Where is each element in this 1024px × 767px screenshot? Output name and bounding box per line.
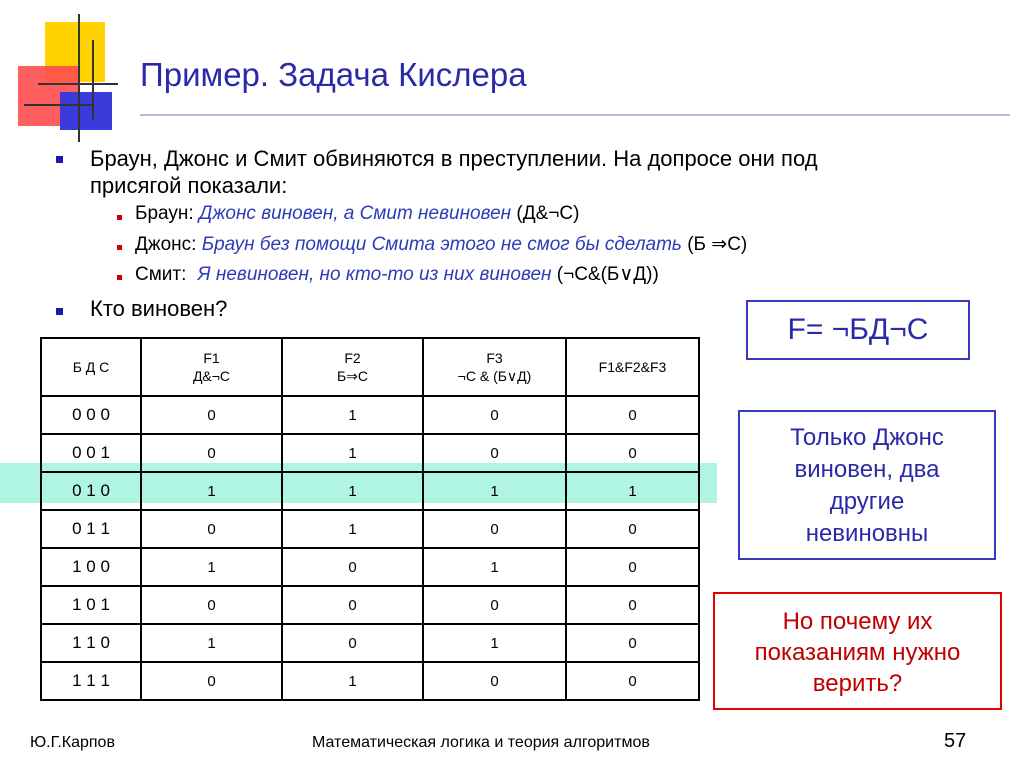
bullet-icon [56, 308, 63, 315]
question-box [713, 592, 1002, 710]
header-line: Б⇒С [336, 368, 369, 384]
answer-line: Только Джонс [790, 424, 944, 451]
row-result-cell: 1 [141, 472, 282, 510]
sub-bullet-icon [117, 275, 122, 280]
logo-line [38, 83, 118, 85]
header-cell [141, 338, 282, 396]
testimony-name: Смит: [135, 264, 187, 285]
testimony-statement: Джонс виновен, а Смит невиновен [198, 203, 512, 224]
slide-title: Пример. Задача Кислера [140, 56, 527, 93]
title-divider [140, 114, 1010, 116]
logo-line [78, 14, 80, 142]
table-row [41, 434, 699, 472]
row-result-cell: 0 [141, 586, 282, 624]
testimony-formula: (Д&¬С) [516, 203, 580, 224]
row-result-cell: 1 [141, 624, 282, 662]
truth-table [40, 337, 700, 701]
row-result-cell: 1 [282, 472, 423, 510]
table-row [41, 396, 699, 434]
testimony-statement: Браун без помощи Смита этого не смог бы сделать [201, 234, 682, 255]
row-values-cell: 1 1 1 [41, 662, 141, 700]
row-result-cell: 1 [423, 472, 566, 510]
row-result-cell: 0 [141, 662, 282, 700]
header-cell [282, 338, 423, 396]
question-text: Кто виновен? [90, 296, 228, 321]
row-result-cell: 0 [566, 548, 699, 586]
row-result-cell: 0 [282, 624, 423, 662]
page-number: 57 [944, 730, 967, 752]
bullet-icon [56, 156, 63, 163]
table-row [41, 624, 699, 662]
row-result-cell: 0 [141, 510, 282, 548]
row-result-cell: 1 [423, 624, 566, 662]
testimony-brown [135, 203, 579, 225]
header-cell [423, 338, 566, 396]
question-box-line: Но почему их [782, 608, 933, 635]
testimony-statement: Я невиновен, но кто-то из них виновен [197, 264, 552, 285]
header-line: F3 [486, 350, 503, 366]
row-result-cell: 1 [141, 548, 282, 586]
answer-line: виновен, два [794, 456, 940, 483]
intro-line-2: присягой показали: [90, 173, 288, 198]
row-values-cell: 0 1 0 [41, 472, 141, 510]
row-values-cell: 0 0 0 [41, 396, 141, 434]
header-line: Д&¬С [192, 368, 231, 384]
question-box-line: показаниям нужно [754, 639, 961, 666]
footer-author: Ю.Г.Карпов [30, 734, 115, 751]
row-result-cell: 1 [423, 548, 566, 586]
intro-line-1: Браун, Джонс и Смит обвиняются в преступлении. На допросе они под [90, 146, 818, 171]
row-values-cell: 1 0 0 [41, 548, 141, 586]
table-row [41, 548, 699, 586]
row-result-cell: 1 [282, 662, 423, 700]
row-result-cell: 0 [423, 510, 566, 548]
row-result-cell: 1 [282, 434, 423, 472]
header-line: F1&F2&F3 [598, 359, 667, 375]
row-result-cell: 1 [282, 510, 423, 548]
header-cell [41, 338, 141, 396]
question-box-line: верить? [812, 670, 903, 697]
row-result-cell: 0 [566, 510, 699, 548]
testimony-formula: (Б ⇒С) [687, 234, 748, 255]
row-result-cell: 0 [566, 586, 699, 624]
row-result-cell: 0 [282, 548, 423, 586]
row-result-cell: 0 [423, 662, 566, 700]
row-values-cell: 0 0 1 [41, 434, 141, 472]
row-result-cell: 0 [282, 586, 423, 624]
logo-line [24, 104, 94, 106]
answer-box [738, 410, 996, 560]
table-row [41, 662, 699, 700]
intro-text [90, 145, 818, 199]
formula-box: F= ¬БД¬С [746, 300, 970, 360]
row-result-cell: 1 [282, 396, 423, 434]
footer-course: Математическая логика и теория алгоритмов [312, 734, 650, 751]
testimony-formula: (¬С&(Б∨Д)) [556, 264, 659, 285]
table-row [41, 510, 699, 548]
row-result-cell: 0 [566, 662, 699, 700]
header-cell [566, 338, 699, 396]
row-result-cell: 0 [566, 396, 699, 434]
testimony-smith [135, 263, 659, 286]
row-values-cell: 0 1 1 [41, 510, 141, 548]
logo-blue-square [60, 92, 112, 130]
row-result-cell: 0 [423, 396, 566, 434]
header-line: F1 [203, 350, 220, 366]
header-line: F2 [344, 350, 361, 366]
row-result-cell: 0 [423, 586, 566, 624]
row-values-cell: 1 0 1 [41, 586, 141, 624]
logo-line [92, 40, 94, 120]
sub-bullet-icon [117, 245, 122, 250]
row-result-cell: 0 [566, 624, 699, 662]
testimony-jones [135, 233, 747, 256]
table-row [41, 472, 699, 510]
row-result-cell: 1 [566, 472, 699, 510]
row-values-cell: 1 1 0 [41, 624, 141, 662]
header-line: Б Д С [72, 359, 110, 375]
row-result-cell: 0 [423, 434, 566, 472]
row-result-cell: 0 [566, 434, 699, 472]
header-line: ¬С & (Б∨Д) [457, 368, 532, 384]
testimony-name: Браун: [135, 203, 194, 224]
table-row [41, 586, 699, 624]
table-header-row [41, 338, 699, 396]
answer-line: другие [829, 488, 905, 515]
answer-line: невиновны [805, 520, 929, 547]
sub-bullet-icon [117, 215, 122, 220]
row-result-cell: 0 [141, 396, 282, 434]
testimony-name: Джонс: [135, 234, 197, 255]
row-result-cell: 0 [141, 434, 282, 472]
